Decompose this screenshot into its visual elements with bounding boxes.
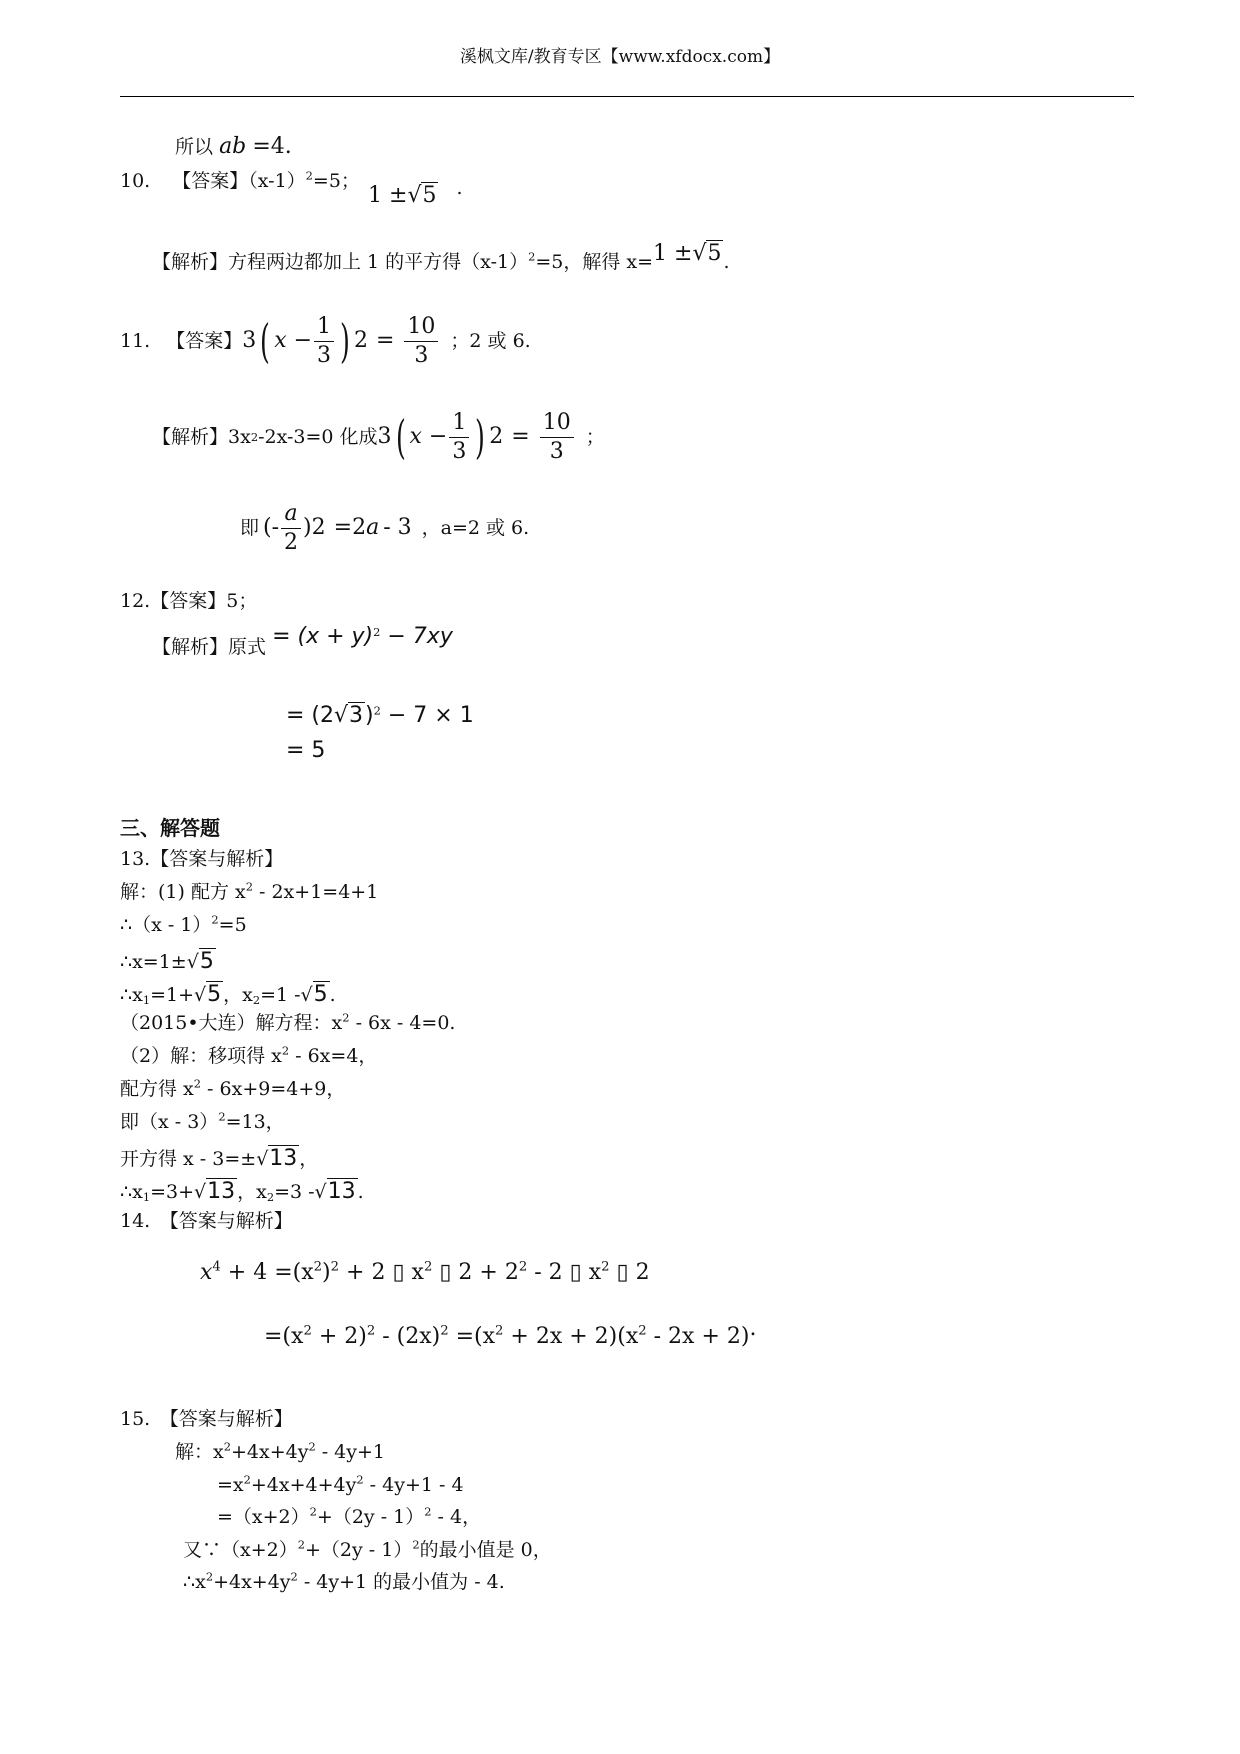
q11-answer: 11. 【答案】 3 ( x − $\frac{1}{3}$ ) 2 = $\frac{10}{3}$ ；2 或 6.	[120, 314, 531, 368]
q10-answer-text: （x-1）	[248, 170, 306, 192]
q10-answer-tag: 【答案】	[172, 170, 249, 192]
q9-expr-lhs: ab	[219, 134, 247, 159]
q13-line8: 配方得 $x^2 - 6x+9=4+9$，	[120, 1076, 346, 1100]
q13-title: 13.【答案与解析】	[120, 848, 284, 870]
q10-number: 10.	[120, 170, 151, 192]
q11-analysis-tag: 【解析】	[152, 425, 229, 448]
q11-number: 11.	[120, 329, 151, 352]
section-title: 三、解答题	[120, 816, 220, 840]
q13-line10: 开方得 x - 3=±√13 ，	[120, 1146, 319, 1171]
q13-line9: 即（x - 3）$^2$=13，	[120, 1109, 285, 1133]
q13-line2: 解：(1) 配方 $x^2 - 2x+1=4+1$	[120, 879, 379, 903]
q13-line6: （2015•大连）解方程：$x^2 - 6x - 4=0$.	[120, 1010, 456, 1034]
header-rule	[120, 96, 1134, 97]
q10-answer-root: 1 ±√5 .	[368, 177, 463, 208]
q9-lead: 所以	[175, 136, 214, 158]
q9-expr-rhs: =4	[252, 134, 285, 159]
q15-line2: 解：$x^2+4x+4y^2 - 4y+1$	[175, 1439, 386, 1463]
q14-title: 14. 【答案与解析】	[120, 1210, 293, 1232]
q12-answer: 12.【答案】5；	[120, 590, 258, 612]
q11-answer-tag: 【答案】	[166, 329, 243, 352]
q12-answer-tag: 【答案】	[150, 590, 227, 612]
q9-conclusion: 所以 ab =4.	[175, 134, 292, 159]
q11-analysis: 【解析】 3x 2 -2x-3=0 化成 3 ( x − $\frac{1}{3}$ ) 2 = $\frac{10}{3}$ ；	[152, 410, 605, 464]
q10-answer: 10. 【答案】$(x-1)^2=5$；	[120, 168, 360, 192]
q11-analysis-line3: 即 (- $\frac{a}{2}$ ) 2 =2 a - 3 ，a=2 或 6.	[240, 501, 530, 555]
q12-number: 12.	[120, 590, 151, 612]
q10-analysis: 【解析】方程两边都加上 1 的平方得$(x-1)^2=5$，解得 x=1 ±√5 .	[152, 241, 730, 273]
q14-eq2: $=(x^2 + 2)^2 - (2x)^2 =(x^2 + 2x + 2)(x^2 - 2x + 2)$.	[264, 1316, 757, 1349]
q10-analysis-tag: 【解析】	[152, 251, 229, 273]
page-header: 溪枫文库/教育专区【www.xfdocx.com】	[459, 47, 781, 67]
q12-step3: = 5	[286, 738, 326, 763]
q15-line4: $=(x+2)^2+(2y - 1)^2 - 4$，	[217, 1504, 482, 1528]
q14-eq1: $x^4 + 4 =(x^2)^2 + 2$ ▯ $x^2$ ▯ $2 + 2^2 - 2$ ▯ $x^2$ ▯ 2	[200, 1259, 650, 1285]
q12-analysis-tag: 【解析】	[152, 636, 229, 658]
q15-title: 15. 【答案与解析】	[120, 1408, 293, 1430]
q15-line5: 又$\because(x+2)^2+(2y - 1)^2$的最小值是 0，	[183, 1537, 552, 1561]
q13-line4: ∴x=1±√5	[120, 949, 214, 974]
q15-line3: $=x^2+4x+4+4y^2 - 4y+1 - 4$	[217, 1472, 464, 1496]
q13-line5: $\therefore x_1=1+√5$ ，$x_2=1$ -√5 .	[120, 982, 336, 1007]
q13-line11: $\therefore x_1=3+√13$ ，$x_2=3$ -√13 .	[120, 1179, 364, 1204]
q15-line6: $\therefore x^2+4x+4y^2 - 4y+1$ 的最小值为 - 4.	[183, 1569, 505, 1593]
q12-analysis: 【解析】原式 = $(x + y)^2 - 7xy$	[152, 624, 453, 658]
q13-line3: ∴（x - 1）$^2$=5	[120, 912, 247, 936]
q12-step2: = $(2√3)^2 - 7 \times 1$	[286, 703, 474, 728]
q13-line7: （2）解：移项得 $x^2 - 6x=4$，	[120, 1043, 378, 1067]
